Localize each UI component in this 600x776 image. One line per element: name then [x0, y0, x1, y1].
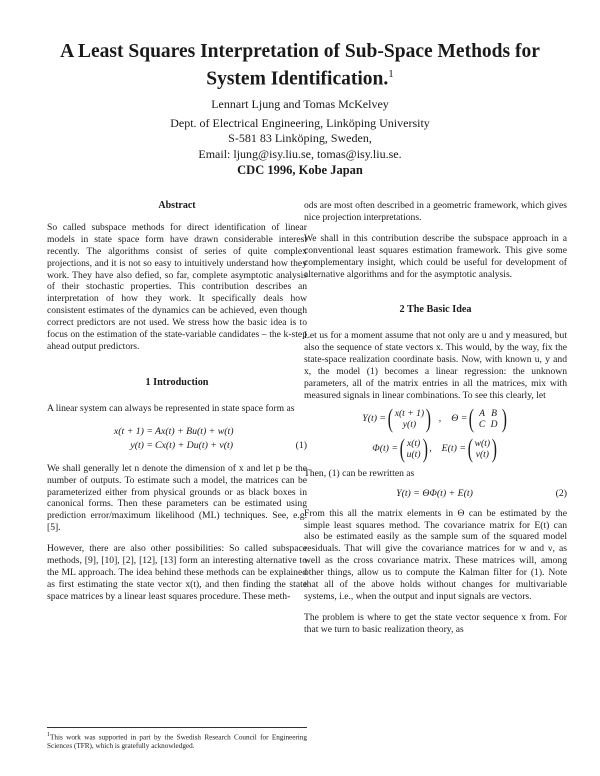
- eq1-lhs-state: x(t + 1) =: [113, 425, 153, 437]
- Theta-matrix: [476, 408, 500, 430]
- eq2-body: Y(t) = ΘΦ(t) + E(t): [396, 487, 473, 499]
- title-line-2: System Identification.$^1$: [206, 68, 394, 90]
- eq1-rhs-output: Cx(t) + Du(t) + ν(t): [155, 439, 233, 451]
- Theta-D: D: [490, 418, 498, 430]
- eq2-number: (2): [555, 487, 567, 499]
- eq1-number: (1): [295, 439, 307, 451]
- right-column: [304, 200, 567, 636]
- Y-vector-bottom: y(t): [402, 418, 417, 430]
- Y-definition-lhs: Y(t) =: [362, 412, 387, 424]
- intro-paragraph-3: However, there are also other possibilities: So called subspace methods, [9], [10], [2], [12], [13] form an interesting alternative to the ML approach. The idea behind these methods can be explained as first estimating the state vector x(t), and then finding the state space matrices by a linear least squares procedure. These meth-: [47, 543, 307, 602]
- Theta-C: C: [478, 418, 486, 430]
- affiliation: Dept. of Electrical Engineering, Linköping University: [170, 115, 430, 130]
- Theta-B: B: [491, 407, 497, 419]
- basic-idea-paragraph-2: From this all the matrix elements in Θ can be estimated by the simple least squares method. The covariance matrix for E(t) can also be estimated easily as the sample sum of the squared model residuals. That will give the covariance matrices for w and ν, as well as the cross covariance matrix. These matrices will, among other things, allow us to compute the Kalman filter for (1). Note that all of the above holds without changes for multivariable systems, i.e., when the output and input signals are vectors.: [304, 507, 567, 602]
- E-vector-bottom: ν(t): [475, 448, 490, 460]
- Y-vector: [395, 408, 424, 430]
- definition-Y-Theta: Y(t) = ( x(t + 1) y(t) ) , Θ = ( A B C D ): [362, 403, 507, 433]
- left-column: [47, 200, 307, 603]
- abstract-heading: Abstract: [158, 200, 196, 211]
- definition-Phi-E: Φ(t) = ( x(t) u(t) ) , E(t) = ( w(t) ν(t) ): [372, 433, 498, 463]
- intro-paragraph-2: We shall generally let n denote the dimension of x and let p be the number of outputs. To estimate such a model, the matrices can be parameterized either from physical grounds or as black boxes in canonical forms. Then these parameters can be estimated using prediction error/maximum likelihood (ML) techniques. See, e.g. [5].: [47, 462, 307, 534]
- Theta-definition-lhs: Θ =: [451, 412, 468, 424]
- E-definition-lhs: E(t) =: [441, 442, 466, 454]
- paper-title: [30, 40, 570, 91]
- section-heading-basic-idea: 2 The Basic Idea: [399, 304, 472, 316]
- author-block: [30, 97, 570, 162]
- title-footnote-mark: 1: [388, 68, 394, 80]
- title-line-1: A Least Squares Interpretation of Sub-Space Methods for: [60, 41, 540, 62]
- footnote: [47, 727, 307, 751]
- Y-vector-top: x(t + 1): [394, 407, 425, 419]
- continued-paragraph: ods are most often described in a geometric framework, which gives nice projection interpretations.: [304, 200, 567, 223]
- footnote-mark: 1: [47, 732, 50, 738]
- contribution-paragraph: We shall in this contribution describe the subspace approach in a conventional least squares estimation framework. This give some complementary insight, which could be useful for development of alternative algorithms and for the asymptotic analysis.: [304, 232, 567, 280]
- address: S-581 83 Linköping, Sweden,: [228, 131, 372, 145]
- E-vector: [475, 438, 490, 460]
- equation-2: [304, 488, 567, 500]
- Theta-A: A: [479, 407, 485, 419]
- footnote-text: This work was supported in part by the Swedish Research Council for Engineering Sciences (TFR), which is gratefully acknowledged.: [47, 733, 307, 751]
- authors: Lennart Ljung and Tomas McKelvey: [211, 97, 389, 111]
- Phi-vector: [407, 438, 421, 460]
- intro-paragraph-1: A linear system can always be represented in state space form as: [47, 402, 295, 414]
- E-vector-top: w(t): [474, 437, 491, 449]
- Phi-vector-bottom: u(t): [406, 448, 421, 460]
- eq1-rhs-state: Ax(t) + Bu(t) + w(t): [155, 425, 234, 437]
- basic-idea-paragraph-1: Let us for a moment assume that not only are u and y measured, but also the sequence of state vectors x. This would, by the way, fix the state-space realization coordinate basis. Now, with known u, y and x, the model (1) becomes a linear regression: the unknown parameters, all of the matrix entries in all the matrices, mix with measured signals in linear combinations. To see this clearly, let: [304, 330, 567, 401]
- abstract-text: So called subspace methods for direct identification of linear models in state space form have drawn considerable interest recently. The algorithms consist of series of quite complex projections, and it is not so easy to intuitively understand how they work. They have also defied, so far, complete asymptotic analysis of their stochastic properties. This contribution describes an interpretation of how they work. It specifically deals how consistent estimates of the dynamics can be achieved, even though correct predictors are not used. We stress how the basic idea is to focus on the estimation of the state-variable candidates – the k-step ahead output predictors.: [47, 221, 307, 352]
- section-heading-introduction: 1 Introduction: [145, 376, 209, 388]
- email: Email: ljung@isy.liu.se, tomas@isy.liu.se.: [198, 146, 402, 161]
- eq1-lhs-output: y(t) =: [130, 439, 153, 451]
- basic-idea-paragraph-3: The problem is where to get the state vector sequence x from. For that we turn to basic realization theory, as: [304, 611, 567, 635]
- then-text: Then, (1) can be rewritten as: [304, 467, 415, 479]
- conference: CDC 1996, Kobe Japan: [237, 163, 363, 177]
- Phi-vector-top: x(t): [406, 437, 421, 449]
- Phi-definition-lhs: Φ(t) =: [372, 442, 398, 454]
- equation-1: [47, 425, 307, 453]
